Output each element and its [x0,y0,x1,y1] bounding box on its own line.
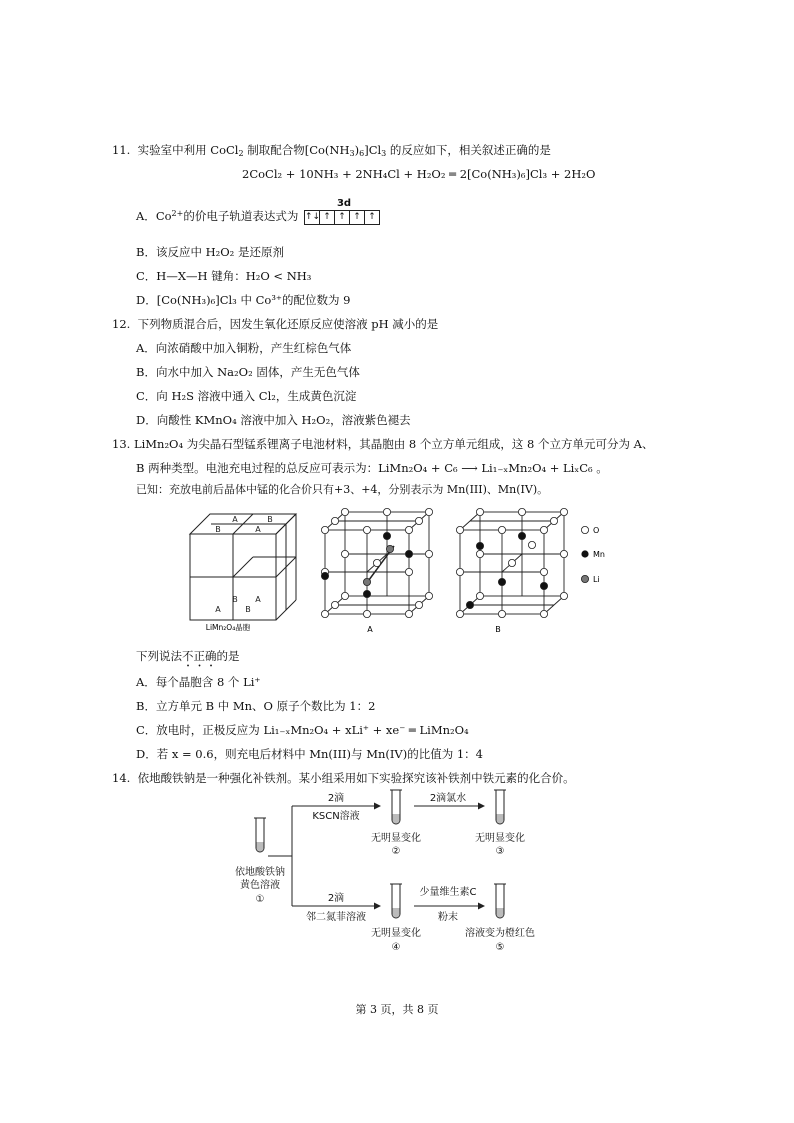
cube-b-atoms [456,508,567,617]
crystal-figure [180,506,620,646]
cell-letter: A [255,525,261,534]
cube-b-label: B [495,625,501,634]
cube-a-label: A [367,625,373,634]
cell-label: LiMn₂O₄晶胞 [205,623,251,632]
cell-letter: B [245,605,251,614]
q13-option-a: A．每个晶胞含 8 个 Li⁺ [136,675,261,689]
arrow4-below: 粉末 [438,912,458,923]
arrow4-above: 少量维生素C [419,887,477,898]
q13-option-c: C．放电时，正极反应为 Li₁₋ₓMn₂O₄ + xLi⁺ + xe⁻ ═ LiMn₂O₄ [136,723,469,737]
test-tube-3 [494,790,506,824]
q11-stem: 11. 实验室中利用 CoCl$_2$ 制取配合物$[Co(NH_3)_6]Cl_3$ 的反应如下，相关叙述正确的是 [112,143,551,158]
test-tube-5 [494,884,506,918]
test-tube-2 [390,790,402,824]
cell-letter: A [232,515,238,524]
q12-option-b: B．向水中加入 Na₂O₂ 固体，产生无色气体 [136,365,360,379]
cell-letter: B [215,525,221,534]
legend-o-marker [581,526,588,533]
arrow3-below: 邻二氮菲溶液 [306,912,366,923]
cell-letter: B [267,515,273,524]
cube-a-atoms [321,508,432,617]
test-tube-1 [254,818,266,852]
tube5-label: 溶液变为橙红色 [465,928,535,939]
q11-option-b: B．该反应中 H₂O₂ 是还原剂 [136,245,284,259]
tube3-label: 无明显变化 [475,833,525,844]
q12-option-a: A．向浓硝酸中加入铜粉，产生红棕色气体 [136,341,352,355]
tube5-num: ⑤ [495,942,505,953]
arrow2-above: 2滴氯水 [429,793,467,804]
q11-option-a: A．$Co^{2+}$的价电子轨道表达式为 3d ↑↓ ↑ ↑ ↑ ↑ [136,206,380,225]
tube3-num: ③ [495,846,505,857]
legend-li-marker [581,575,588,582]
legend-mn-marker [581,550,588,557]
tube4-num: ④ [391,942,401,953]
page-footer: 第 3 页，共 8 页 [355,1003,439,1016]
q11-option-d: D．[Co(NH₃)₆]Cl₃ 中 Co³⁺的配位数为 9 [136,293,351,307]
arrow1-above: 2滴 [327,793,345,804]
q12-option-d: D．向酸性 KMnO₄ 溶液中加入 H₂O₂，溶液紫色褪去 [136,413,411,427]
legend-mn: Mn [593,550,605,559]
q14-stem: 14. 依地酸铁钠是一种强化补铁剂。某小组采用如下实验探究该补铁剂中铁元素的化合价。 [112,771,575,785]
cell-letter: A [215,605,221,614]
q11-option-c: C．H—X—H 键角：H₂O < NH₃ [136,269,312,283]
experiment-flowchart [228,786,558,956]
q11-equation: 2CoCl₂ + 10NH₃ + 2NH₄Cl + H₂O₂ ═ 2[Co(NH₃)₆]Cl₃ + 2H₂O [242,167,596,181]
arrow3-above: 2滴 [327,893,345,904]
arrow1-below: KSCN溶液 [312,811,360,822]
q13-line3: 已知：充放电前后晶体中锰的化合价只有+3、+4，分别表示为 Mn(III)、Mn(IV)。 [136,483,549,496]
tube2-num: ② [391,846,401,857]
legend-li: Li [593,575,600,584]
q13-line2: B 两种类型。电池充电过程的总反应可表示为：LiMn₂O₄ + C₆ ⟶ Li₁₋ₓMn₂O₄ + LiₓC₆ 。 [136,461,608,475]
q12-stem: 12. 下列物质混合后，因发生氧化还原反应使溶液 pH 减小的是 [112,317,439,331]
cell-letter: B [232,595,238,604]
tube4-label: 无明显变化 [371,928,421,939]
test-tube-4 [390,884,402,918]
q13-prompt: 下列说法不正确的是 [136,649,240,663]
orbital-diagram: 3d ↑↓ ↑ ↑ ↑ ↑ [304,210,380,225]
tube1-label-1: 依地酸铁钠 [235,867,285,878]
tube1-label-2: 黄色溶液 [240,880,280,891]
q12-option-c: C．向 H₂S 溶液中通入 Cl₂，生成黄色沉淀 [136,389,357,403]
q13-line1: 13. LiMn₂O₄ 为尖晶石型锰系锂离子电池材料，其晶胞由 8 个立方单元组成，这 8 个立方单元可分为 A、 [112,437,654,451]
tube1-num: ① [255,894,265,905]
q13-option-b: B．立方单元 B 中 Mn、O 原子个数比为 1：2 [136,699,376,713]
q13-option-d: D．若 x = 0.6，则充电后材料中 Mn(III)与 Mn(IV)的比值为 1：4 [136,747,483,761]
cell-letter: A [255,595,261,604]
legend [581,526,605,584]
legend-o: O [593,526,600,535]
cell-2x2x2 [190,514,296,620]
tube2-label: 无明显变化 [371,833,421,844]
